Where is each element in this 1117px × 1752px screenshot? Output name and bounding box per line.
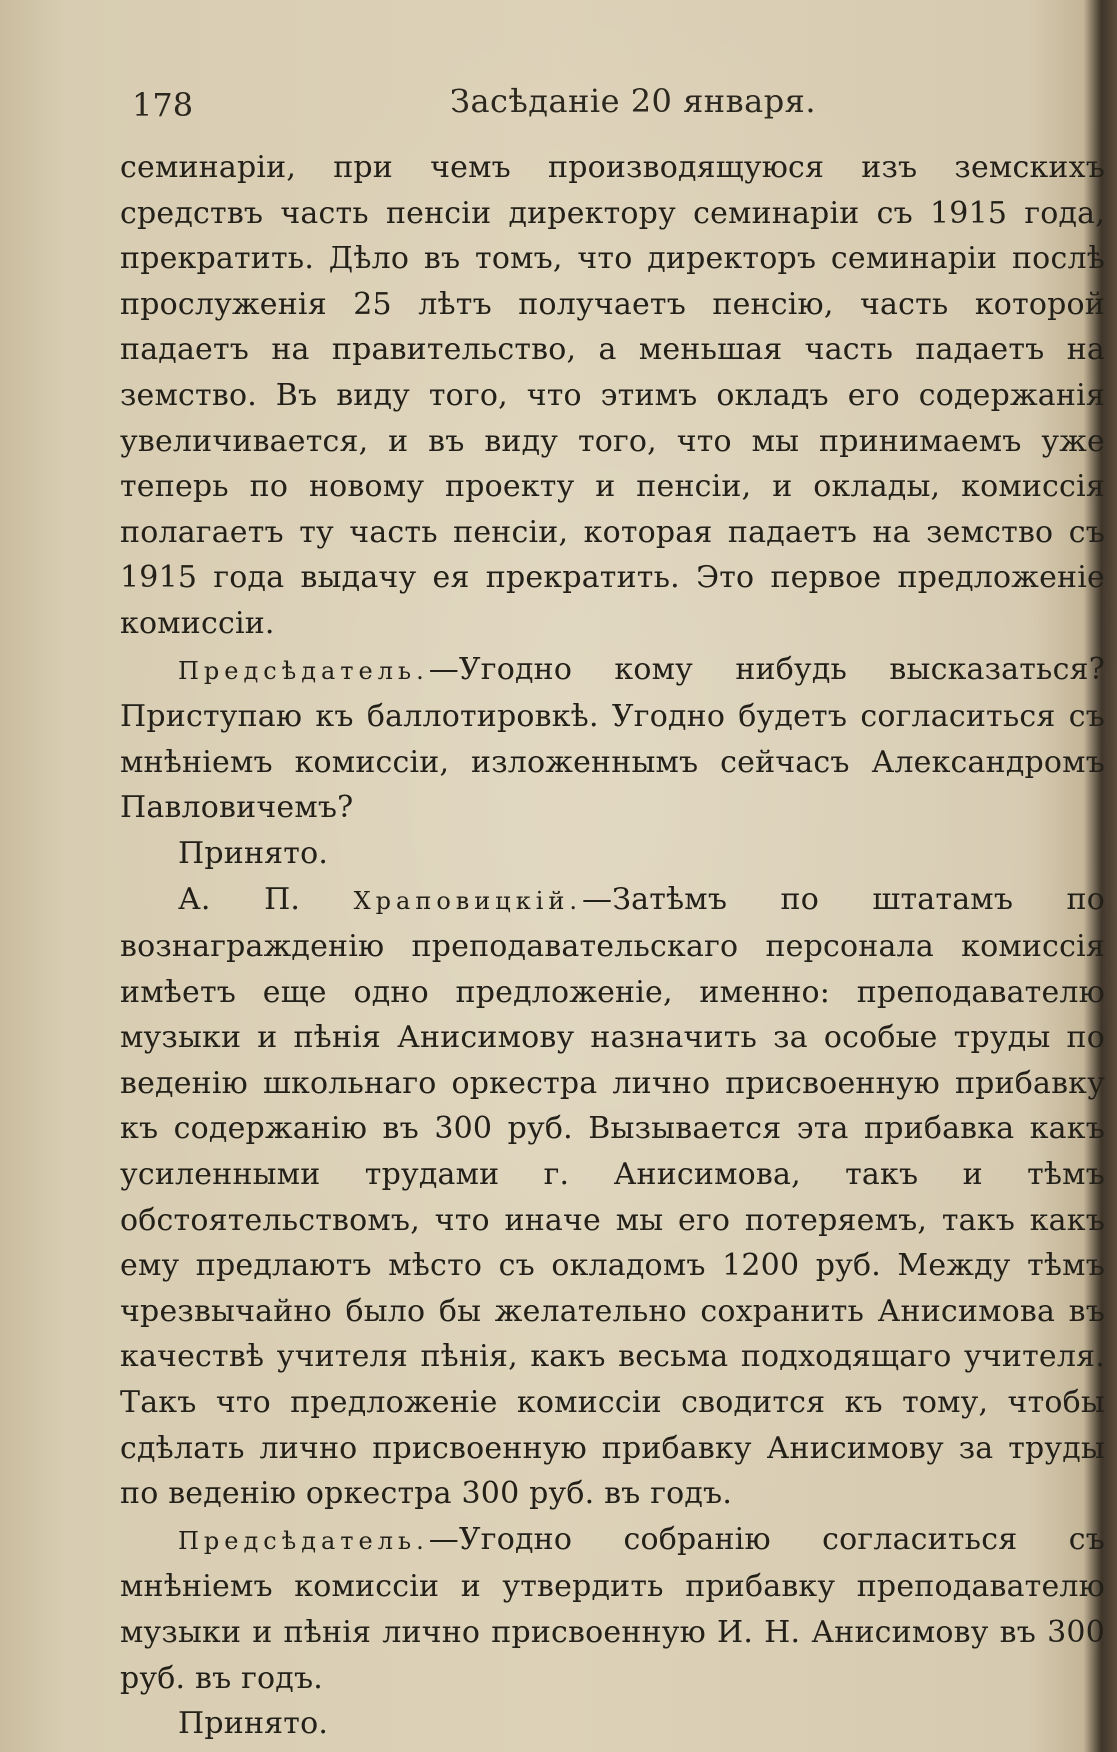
- paragraph-chairman-vote: [120, 1517, 1105, 1701]
- speech-text: —Угодно собранію согласиться съ мнѣніемъ комиссіи и утвердить прибавку преподавателю музыки и пѣнія лично присвоенную И. Н. Анисимову въ 300 руб. въ годъ.: [120, 1521, 1105, 1696]
- paragraph-accepted-final: [120, 1701, 1105, 1747]
- speaker-name: Храповицкій.: [353, 886, 583, 915]
- speech-text: —Угодно кому нибудь высказаться? Приступаю къ баллотировкѣ. Угодно будетъ согласиться съ мнѣніемъ комиссіи, изложеннымъ сейчасъ Александромъ Павловичемъ?: [120, 651, 1105, 826]
- body-text: [120, 145, 1105, 1747]
- page-number: 178: [132, 86, 194, 124]
- page-header: [132, 78, 1092, 128]
- running-head: Засѣданіе 20 января.: [450, 82, 817, 120]
- speaker-name: Предсѣдатель.: [178, 656, 429, 685]
- paragraph-accepted: [120, 831, 1105, 877]
- paragraph-commission-proposal: [120, 145, 1105, 647]
- paragraph-text: семинаріи, при чемъ производящуюся изъ земскихъ средствъ часть пенсіи директору семинаріи съ 1915 года, прекратить. Дѣло въ томъ, что директоръ семинаріи послѣ прослуженія 25 лѣтъ получаетъ пенсію, часть которой падаетъ на правительство, а меньшая часть падаетъ на земство. Въ виду того, что этимъ окладъ его содержанія увеличивается, и въ виду того, что мы принимаемъ уже теперь по новому проекту и пенсіи, и оклады, комиссія полагаетъ ту часть пенсіи, которая падаетъ на земство съ 1915 года выдачу ея прекратить. Это первое предложеніе комиссіи.: [120, 150, 1105, 641]
- speaker-name: Предсѣдатель.: [178, 1526, 429, 1555]
- paragraph-chairman-question: [120, 647, 1105, 831]
- speech-text: —Затѣмъ по штатамъ по вознагражденію преподавательскаго персонала комиссія имѣетъ еще одно предложеніе, именно: преподавателю музыки и пѣнія Анисимову назначить за особые труды по веденію школьнаго оркестра лично присвоенную прибавку къ содержанію въ 300 руб. Вызывается эта прибавка какъ усиленными трудами г. Анисимова, такъ и тѣмъ обстоятельствомъ, что иначе мы его потеряемъ, такъ какъ ему предлаютъ мѣсто съ окладомъ 1200 руб. Между тѣмъ чрезвычайно было бы желательно сохранить Анисимова въ качествѣ учителя пѣнія, какъ весьма подходящаго учителя. Такъ что предложеніе комиссіи сводится къ тому, чтобы сдѣлать лично присвоенную прибавку Анисимову за труды по веденію оркестра 300 руб. въ годъ.: [120, 881, 1105, 1512]
- accepted-text: Принято.: [178, 1706, 329, 1742]
- accepted-text: Принято.: [178, 835, 329, 871]
- paragraph-khrapovitsky-statement: [120, 877, 1105, 1517]
- speaker-initials: А. П.: [178, 881, 301, 917]
